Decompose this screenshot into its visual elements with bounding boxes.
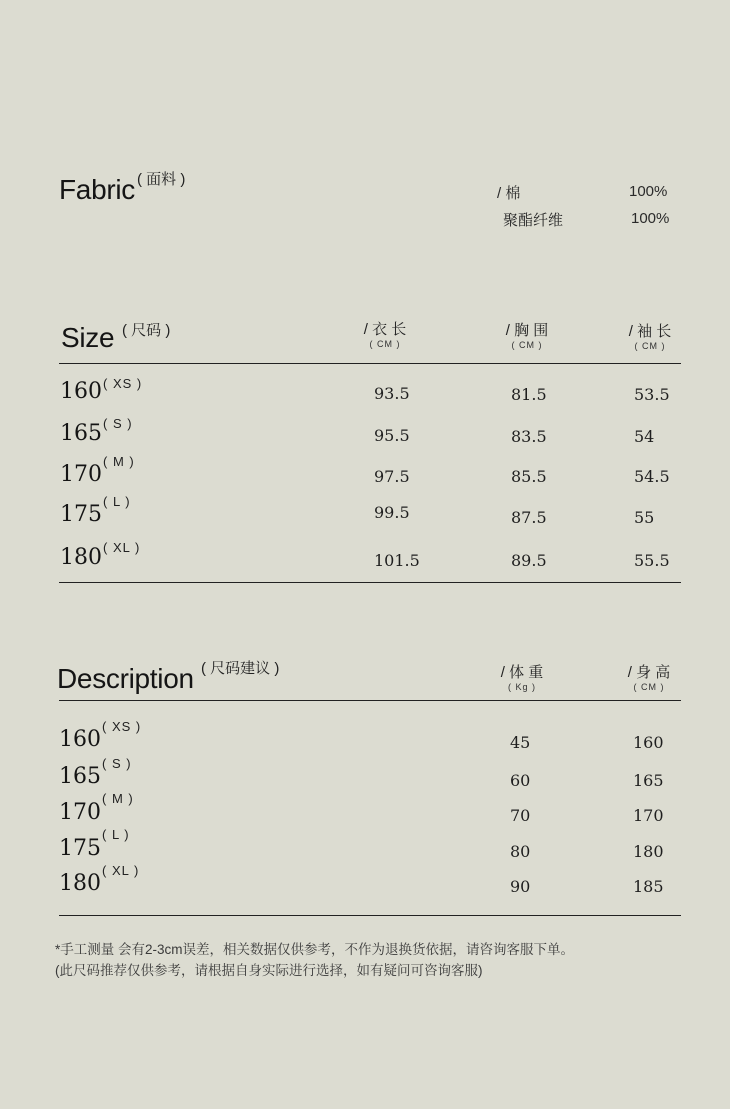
sleeve-value: 54 [634,427,655,446]
size-tag: ( S ) [103,416,133,431]
height-value: 170 [633,806,664,825]
size-title-cn: ( 尺码 ) [122,322,171,339]
desc-col-header-weight [492,661,552,692]
size-number: 180 [60,545,102,570]
description-title: Description [57,663,194,694]
desc-col-header-height [619,661,679,692]
size-number: 170 [59,800,101,825]
sleeve-value: 54.5 [634,467,670,486]
fabric-title: Fabric [59,174,135,205]
column-unit: ( CM ) [511,340,543,350]
size-footer-divider [59,582,681,583]
height-value: 185 [633,877,664,896]
column-unit: ( CM ) [369,339,401,349]
fabric-material-1: / 棉 [497,185,521,202]
column-label: / 体 重 [500,664,544,681]
size-tag: ( S ) [102,756,132,771]
size-tag: ( L ) [103,494,131,509]
chest-value: 87.5 [511,508,547,527]
size-col-header-length [355,318,415,349]
size-tag: ( M ) [102,791,134,806]
weight-value: 70 [510,806,531,825]
size-number: 175 [59,836,101,861]
height-value: 180 [633,842,664,861]
size-header-divider [59,363,681,364]
column-unit: ( Kg ) [507,682,536,692]
column-unit: ( CM ) [633,682,665,692]
size-number: 175 [60,502,102,527]
size-number: 180 [59,871,101,896]
column-unit: ( CM ) [634,341,666,351]
length-value: 97.5 [374,467,410,486]
sleeve-value: 55 [634,508,655,527]
weight-value: 90 [510,877,531,896]
sleeve-value: 53.5 [634,385,670,404]
size-tag: ( XS ) [103,376,143,391]
weight-value: 80 [510,842,531,861]
chest-value: 83.5 [511,427,547,446]
length-value: 95.5 [374,426,410,445]
recommendation-note: (此尺码推荐仅供参考，请根据自身实际进行选择，如有疑问可咨询客服) [55,963,483,978]
weight-value: 45 [510,733,531,752]
size-number: 160 [60,379,102,404]
chest-value: 81.5 [511,385,547,404]
size-tag: ( XL ) [102,863,140,878]
length-value: 101.5 [374,551,420,570]
size-tag: ( XL ) [103,540,141,555]
fabric-percent-2: 100% [631,210,670,227]
description-footer-divider [59,915,681,916]
size-col-header-chest [497,319,557,350]
column-label: / 衣 长 [363,321,407,338]
column-label: / 胸 围 [505,322,549,339]
size-tag: ( XS ) [102,719,142,734]
chest-value: 89.5 [511,551,547,570]
size-number: 170 [60,462,102,487]
weight-value: 60 [510,771,531,790]
size-tag: ( M ) [103,454,135,469]
length-value: 99.5 [374,503,410,522]
chest-value: 85.5 [511,467,547,486]
fabric-percent-1: 100% [629,183,668,200]
fabric-material-2: 聚酯纤维 [503,212,564,229]
description-title-cn: ( 尺码建议 ) [201,660,280,677]
description-header-divider [59,700,681,701]
length-value: 93.5 [374,384,410,403]
measurement-note: *手工测量 会有2-3cm误差，相关数据仅供参考，不作为退换货依据，请咨询客服下单。 [55,942,575,957]
size-title: Size [61,322,115,353]
height-value: 165 [633,771,664,790]
size-number: 160 [59,727,101,752]
height-value: 160 [633,733,664,752]
size-number: 165 [60,421,102,446]
size-tag: ( L ) [102,827,130,842]
size-number: 165 [59,764,101,789]
column-label: / 身 高 [627,664,671,681]
sleeve-value: 55.5 [634,551,670,570]
size-col-header-sleeve [620,320,680,351]
fabric-title-cn: ( 面料 ) [137,171,186,188]
column-label: / 袖 长 [628,323,672,340]
